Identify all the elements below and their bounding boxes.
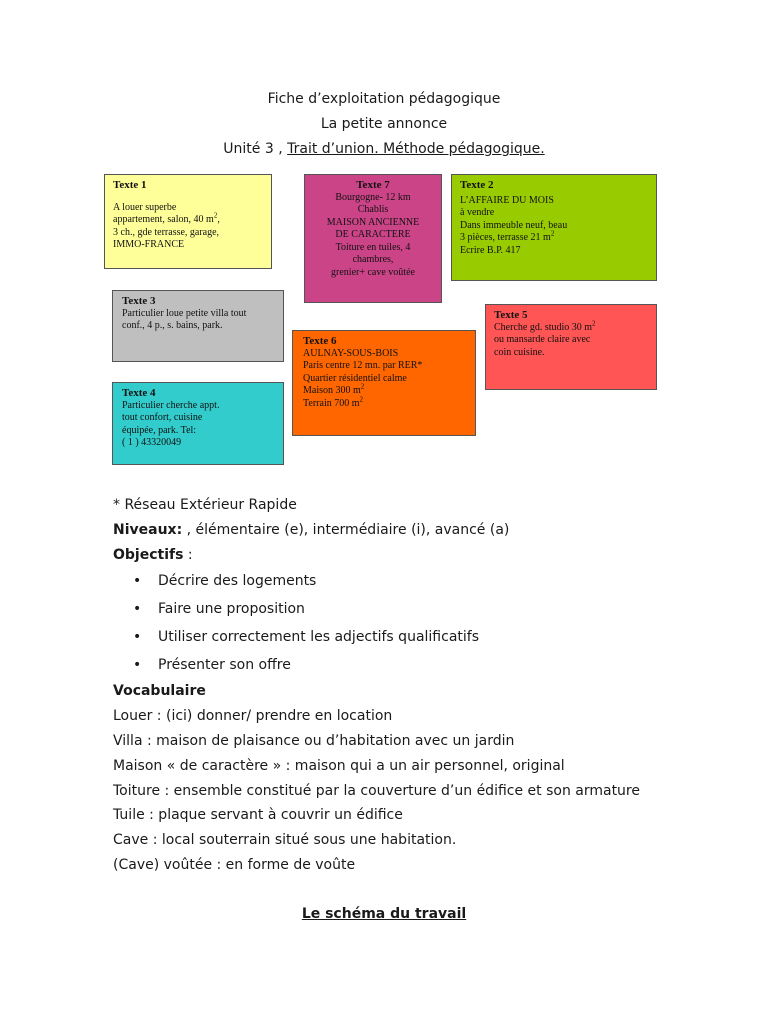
- schema-title: Le schéma du travail: [301, 906, 467, 922]
- document-subtitle: La petite annonce: [320, 116, 448, 132]
- ad-title: Texte 5: [494, 309, 528, 321]
- ad-line: MAISON ANCIENNE: [326, 216, 420, 228]
- ad-line: A louer superbe: [113, 201, 177, 213]
- vocab-item: Maison « de caractère » : maison qui a un air personnel, original: [113, 758, 565, 774]
- ad-line: Ecrire B.P. 417: [460, 244, 521, 256]
- ad-line: Chablis: [357, 204, 389, 215]
- ad-line: ou mansarde claire avec: [494, 334, 591, 345]
- vocab-item: Tuile : plaque servant à couvrir un édifice: [113, 807, 403, 823]
- vocab-item: Cave : local souterrain situé sous une habitation.: [113, 832, 457, 848]
- ad-box-texte-2: [451, 174, 657, 281]
- ad-title: Texte 1: [113, 179, 147, 191]
- unit-link[interactable]: Trait d’union. Méthode pédagogique.: [287, 141, 545, 157]
- niveaux-label: Niveaux:: [113, 522, 183, 538]
- ad-title: Texte 7: [356, 179, 390, 191]
- ad-line: Maison 300 $m^2$: [303, 382, 365, 396]
- ad-title: Texte 2: [460, 179, 494, 191]
- ad-line: coin cuisine.: [494, 346, 545, 358]
- ad-line: chambres,: [352, 254, 394, 265]
- ad-line: Paris centre 12 mn. par RER*: [303, 360, 423, 371]
- ad-box-texte-4: [112, 382, 284, 465]
- footnote: * Réseau Extérieur Rapide: [113, 497, 297, 513]
- bullet-icon: •: [133, 573, 142, 589]
- ad-line: Quartier résidentiel calme: [303, 372, 407, 384]
- bullet-icon: •: [133, 629, 142, 645]
- ad-line: Bourgogne- 12 km: [335, 191, 411, 203]
- bullet-icon: •: [133, 601, 142, 617]
- ad-line: conf., 4 p., s. bains, park.: [122, 320, 223, 331]
- ad-line: AULNAY-SOUS-BOIS: [303, 347, 399, 359]
- ad-line: Cherche gd. studio 30 $m^2$: [494, 319, 596, 333]
- ad-title: Texte 6: [303, 335, 337, 347]
- vocab-item: Villa : maison de plaisance ou d’habitation avec un jardin: [113, 733, 515, 749]
- ad-box-texte-1: [104, 174, 272, 269]
- unit-line: [0, 141, 768, 157]
- objectifs-heading: Objectifs :: [113, 547, 193, 563]
- ad-line: appartement, salon, 40 $m^2$,: [113, 211, 220, 225]
- niveaux-line: [113, 522, 509, 538]
- ad-box-texte-3: [112, 290, 284, 362]
- ad-line: Particulier cherche appt.: [122, 399, 220, 411]
- vocabulaire-heading: Vocabulaire: [113, 683, 206, 699]
- ad-line: 3 pièces, terrasse 21 $m^2$: [460, 229, 555, 243]
- ad-line: L’AFFAIRE DU MOIS: [460, 194, 554, 206]
- ad-title: Texte 4: [122, 387, 156, 399]
- ad-line: tout confort, cuisine: [122, 412, 203, 423]
- ad-line: Particulier loue petite villa tout: [122, 307, 247, 319]
- niveaux-text: , élémentaire (e), intermédiaire (i), avancé (a): [182, 522, 510, 538]
- ad-line: grenier+ cave voûtée: [331, 266, 415, 278]
- ad-line: Toiture en tuiles, 4: [335, 241, 411, 253]
- ad-line: 3 ch., gde terrasse, garage,: [113, 226, 220, 238]
- unit-prefix: Unité 3 ,: [223, 141, 288, 157]
- ad-line: équipée, park. Tel:: [122, 424, 197, 436]
- ad-line: IMMO-FRANCE: [113, 239, 185, 250]
- vocab-item: Louer : (ici) donner/ prendre en location: [113, 708, 393, 724]
- ad-line: DE CARACTERE: [335, 229, 411, 240]
- ad-box-texte-5: [485, 304, 657, 390]
- ad-line: Dans immeuble neuf, beau: [460, 219, 568, 231]
- vocab-item: Toiture : ensemble constitué par la couverture d’un édifice et son armature: [113, 783, 640, 799]
- ad-line: à vendre: [460, 207, 495, 218]
- bullet-icon: •: [133, 657, 142, 673]
- ad-box-texte-7: [304, 174, 442, 303]
- document-title: Fiche d’exploitation pédagogique: [267, 91, 501, 107]
- vocab-item: (Cave) voûtée : en forme de voûte: [113, 857, 356, 873]
- ad-line: ( 1 ) 43320049: [122, 437, 182, 448]
- ad-box-texte-6: [292, 330, 476, 436]
- ad-line: Terrain 700 $m^2$: [303, 395, 364, 409]
- ad-title: Texte 3: [122, 295, 156, 307]
